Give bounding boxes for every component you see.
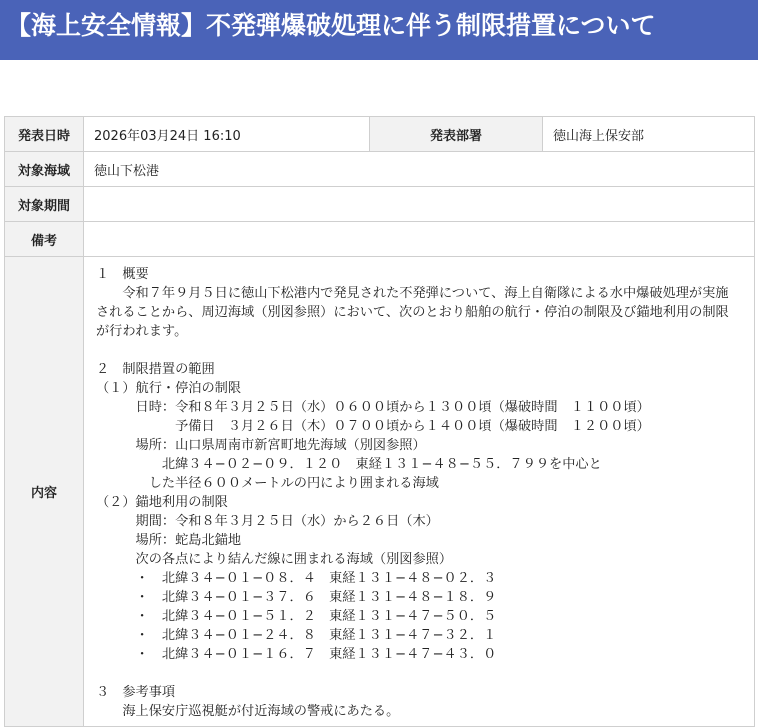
content-line: 場所：山口県周南市新宮町地先海域（別図参照） [96,438,426,453]
period-label: 対象期間 [5,187,84,222]
content-line [96,664,744,683]
content-line: 期間：令和８年３月２５日（水）から２６日（木） [96,514,439,529]
content-line: ・ 北緯３４−０１−３７．６ 東経１３１−４８−１８．９ [96,590,497,605]
content-line: した半径６００メートルの円により囲まれる海域 [96,476,439,491]
area-label: 対象海域 [5,152,84,187]
content-line: されることから、周辺海域（別図参照）において、次のとおり船舶の航行・停泊の制限及び錨地利用の制限 [96,305,729,320]
title-bar [0,0,758,60]
content-line: 令和７年９月５日に徳山下松港内で発見された不発弾について、海上自衛隊による水中爆破処理が実施 [96,286,729,301]
department-label: 発表部署 [370,117,543,152]
content-line [96,341,744,360]
content-row [5,257,755,727]
content-line: ・ 北緯３４−０１−５１．２ 東経１３１−４７−５０．５ [96,609,497,624]
content-line: ・ 北緯３４−０１−１６．７ 東経１３１−４７−４３．０ [96,647,497,662]
content-line: 北緯３４−０２−０９．１２０ 東経１３１−４８−５５．７９９を中心と [96,457,602,472]
area-row [5,152,755,187]
content-line: が行われます。 [96,324,188,339]
remarks-label: 備考 [5,222,84,257]
info-table [4,116,755,727]
content-line: ・ 北緯３４−０１−２４．８ 東経１３１−４７−３２．１ [96,628,497,643]
published-label: 発表日時 [5,117,84,152]
content-line: 予備日 ３月２６日（木）０７００頃から１４００頃（爆破時間 １２００頃） [96,419,650,434]
content-line: ３ 参考事項 [96,685,176,700]
content-body [84,257,755,727]
remarks-row [5,222,755,257]
remarks-value [84,222,755,257]
content-line: （２）錨地利用の制限 [96,495,228,510]
content-line: 次の各点により結んだ線に囲まれる海域（別図参照） [96,552,453,567]
content-line: 場所：蛇島北錨地 [96,533,242,548]
department-value: 徳山海上保安部 [543,117,755,152]
content-line: 日時：令和８年３月２５日（水）０６００頃から１３００頃（爆破時間 １１００頃） [96,400,650,415]
area-value: 徳山下松港 [84,152,755,187]
published-row [5,117,755,152]
content-line: 海上保安庁巡視艇が付近海域の警戒にあたる。 [96,704,400,719]
content-line: ・ 北緯３４−０１−０８．４ 東経１３１−４８−０２．３ [96,571,497,586]
period-value [84,187,755,222]
content-line: ２ 制限措置の範囲 [96,362,215,377]
content-label: 内容 [5,257,84,727]
content-line: １ 概要 [96,267,149,282]
page-title: 【海上安全情報】不発弾爆破処理に伴う制限措置について [6,11,656,40]
content-lines [96,265,744,721]
content-line: （１）航行・停泊の制限 [96,381,242,396]
period-row [5,187,755,222]
published-value: 2026年03月24日 16:10 [84,117,370,152]
